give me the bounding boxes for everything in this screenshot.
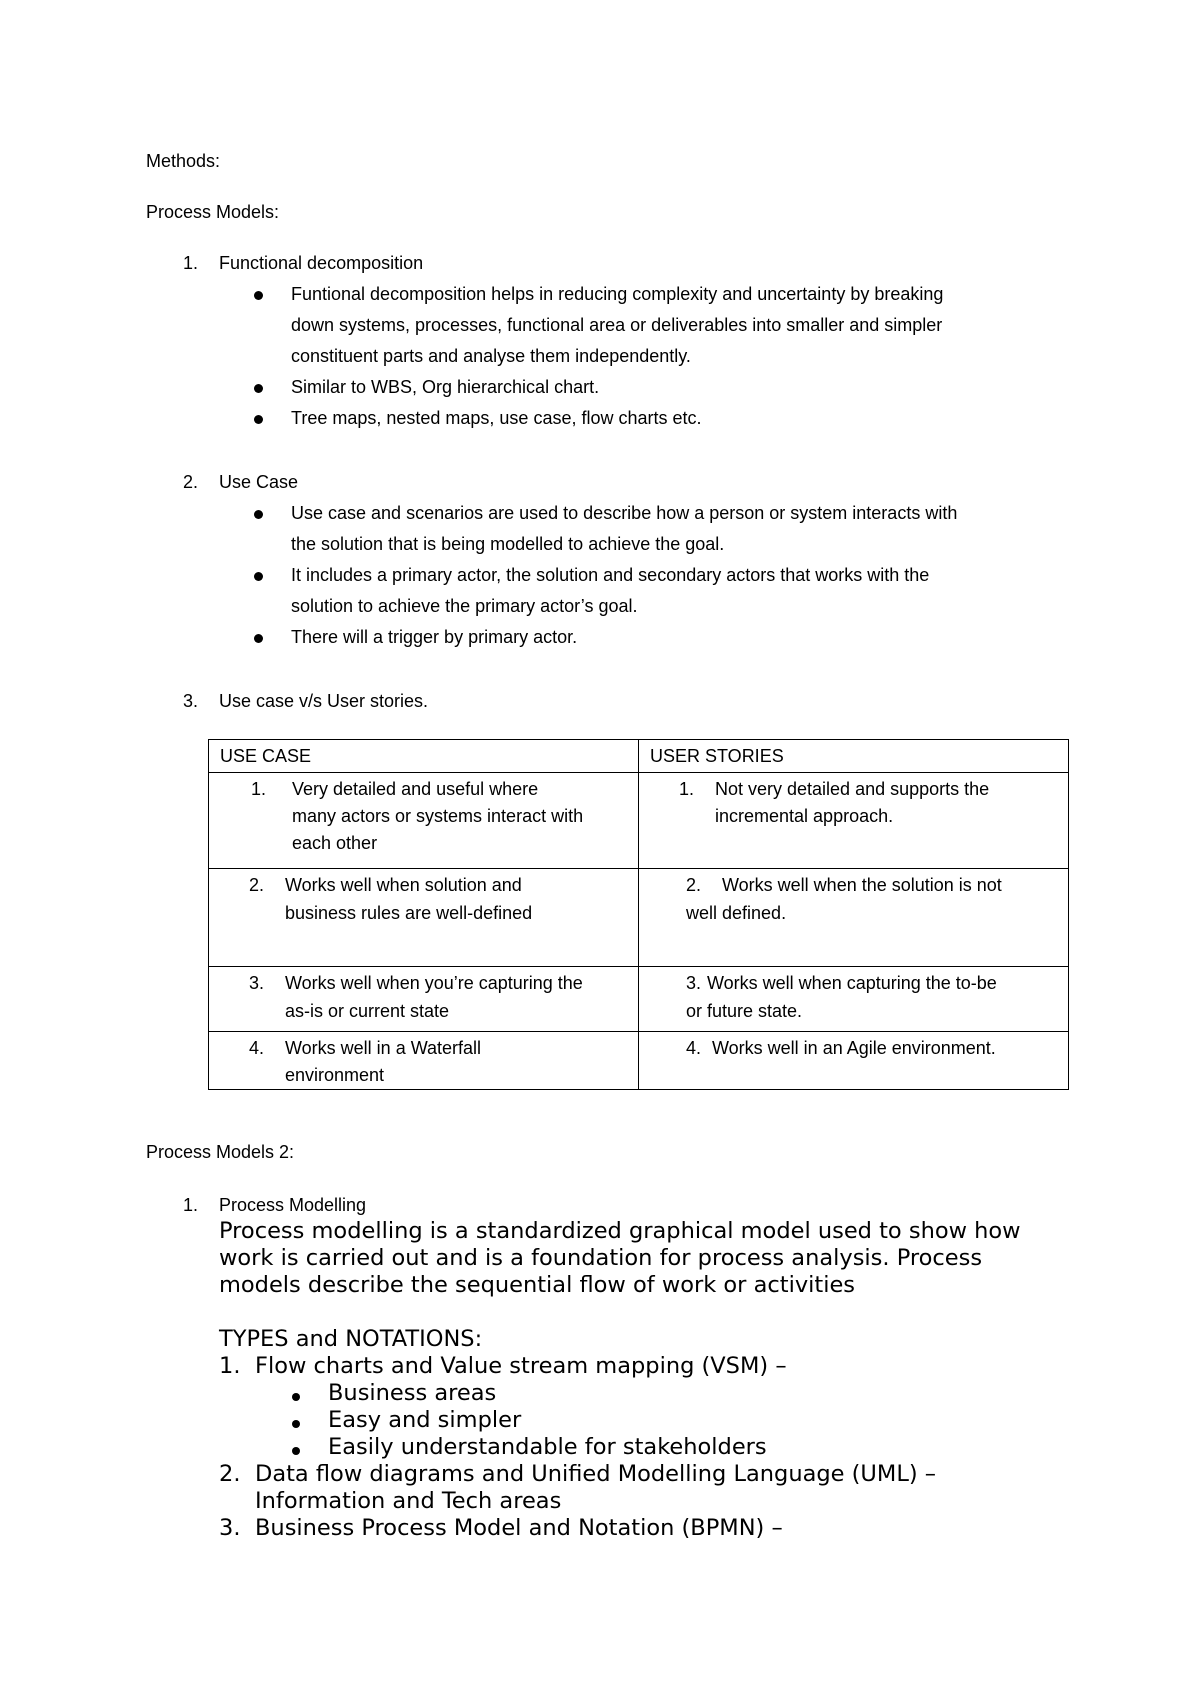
list-item: Business areas (328, 1380, 497, 1406)
use-case-vs-user-stories-table (208, 739, 1069, 1090)
cell-line: Works well when the solution is not (722, 875, 1002, 895)
list-item: solution to achieve the primary actor’s goal. (291, 596, 638, 616)
table-header-cell (209, 740, 639, 773)
list-item: down systems, processes, functional area or deliverables into smaller and simpler (291, 315, 943, 335)
bullet-dot-icon (292, 1393, 300, 1401)
cell-line: as-is or current state (285, 1001, 450, 1021)
heading-process-models: Process Models: (146, 202, 280, 222)
cell-line: environment (285, 1065, 385, 1085)
heading-process-models-2: Process Models 2: (146, 1142, 295, 1162)
cell-line: business rules are well-defined (285, 903, 533, 923)
bullet-dot-icon (254, 291, 263, 300)
table-cell (639, 869, 1069, 967)
list-item: It includes a primary actor, the solution and secondary actors that works with the (291, 565, 930, 585)
list-item: Easily understandable for stakeholders (328, 1434, 767, 1460)
bullet-dot-icon (254, 384, 263, 393)
item-number: 2. (686, 875, 702, 895)
bullet-dot-icon (254, 572, 263, 581)
list-item: Funtional decomposition helps in reducing complexity and uncertainty by breaking (291, 284, 944, 304)
section1-number: 1. (183, 253, 199, 273)
type-number: 1. (219, 1353, 241, 1379)
section3-number: 3. (183, 691, 199, 711)
paragraph-line: models describe the sequential flow of work or activities (219, 1272, 856, 1298)
section3-title: Use case v/s User stories. (219, 691, 429, 711)
cell-line: many actors or systems interact with (292, 806, 584, 826)
table-row (209, 967, 1069, 1032)
table-header-row (209, 740, 1069, 773)
table-row (209, 773, 1069, 869)
list-item: Tree maps, nested maps, use case, flow charts etc. (291, 408, 702, 428)
bullet-dot-icon (254, 415, 263, 424)
header-user-stories: USER STORIES (650, 746, 784, 766)
types-heading: TYPES and NOTATIONS: (219, 1326, 483, 1352)
type-number: 3. (219, 1515, 241, 1541)
bullet-dot-icon (254, 510, 263, 519)
heading-methods: Methods: (146, 151, 221, 171)
list-item: constituent parts and analyse them independently. (291, 346, 691, 366)
list-item: There will a trigger by primary actor. (291, 627, 578, 647)
list-item: Use case and scenarios are used to describe how a person or system interacts with (291, 503, 958, 523)
table-cell (209, 869, 639, 967)
type-item-continuation: Information and Tech areas (255, 1488, 562, 1514)
bullet-dot-icon (292, 1420, 300, 1428)
item-number: 4. (249, 1038, 265, 1058)
cell-line: or future state. (686, 1001, 803, 1021)
table-header-cell (639, 740, 1069, 773)
pm2-title: Process Modelling (219, 1195, 367, 1215)
table-cell (209, 967, 639, 1032)
cell-line: each other (292, 833, 378, 853)
section1-title: Functional decomposition (219, 253, 424, 273)
type-number: 2. (219, 1461, 241, 1487)
bullet-dot-icon (292, 1447, 300, 1455)
table-cell (639, 1032, 1069, 1090)
item-number: 1. (251, 779, 267, 799)
type-item: Flow charts and Value stream mapping (VSM) – (255, 1353, 787, 1379)
cell-line: Works well when capturing the to-be (707, 973, 997, 993)
item-number: 1. (679, 779, 695, 799)
item-number: 3. (686, 973, 702, 993)
table-cell (639, 967, 1069, 1032)
section2-title: Use Case (219, 472, 299, 492)
cell-line: Works well when solution and (285, 875, 522, 895)
table-cell (209, 773, 639, 869)
item-number: 2. (249, 875, 265, 895)
cell-line: incremental approach. (715, 806, 894, 826)
pm2-number: 1. (183, 1195, 199, 1215)
table-cell (209, 1032, 639, 1090)
paragraph-line: work is carried out and is a foundation for process analysis. Process (219, 1245, 983, 1271)
cell-line: well defined. (686, 903, 787, 923)
table-row (209, 869, 1069, 967)
paragraph-line: Process modelling is a standardized graphical model used to show how (219, 1218, 1021, 1244)
section2-number: 2. (183, 472, 199, 492)
item-number: 4. (686, 1038, 702, 1058)
list-item: Similar to WBS, Org hierarchical chart. (291, 377, 600, 397)
cell-line: Works well when you’re capturing the (285, 973, 583, 993)
cell-line: Works well in a Waterfall (285, 1038, 482, 1058)
type-item: Data flow diagrams and Unified Modelling Language (UML) – (255, 1461, 937, 1487)
table-cell (639, 773, 1069, 869)
cell-line: Works well in an Agile environment. (712, 1038, 996, 1058)
bullet-dot-icon (254, 634, 263, 643)
cell-line: Not very detailed and supports the (715, 779, 990, 799)
list-item: the solution that is being modelled to achieve the goal. (291, 534, 725, 554)
list-item: Easy and simpler (328, 1407, 522, 1433)
cell-line: Very detailed and useful where (292, 779, 539, 799)
table-row (209, 1032, 1069, 1090)
header-use-case: USE CASE (220, 746, 312, 766)
item-number: 3. (249, 973, 265, 993)
type-item: Business Process Model and Notation (BPMN) – (255, 1515, 783, 1541)
